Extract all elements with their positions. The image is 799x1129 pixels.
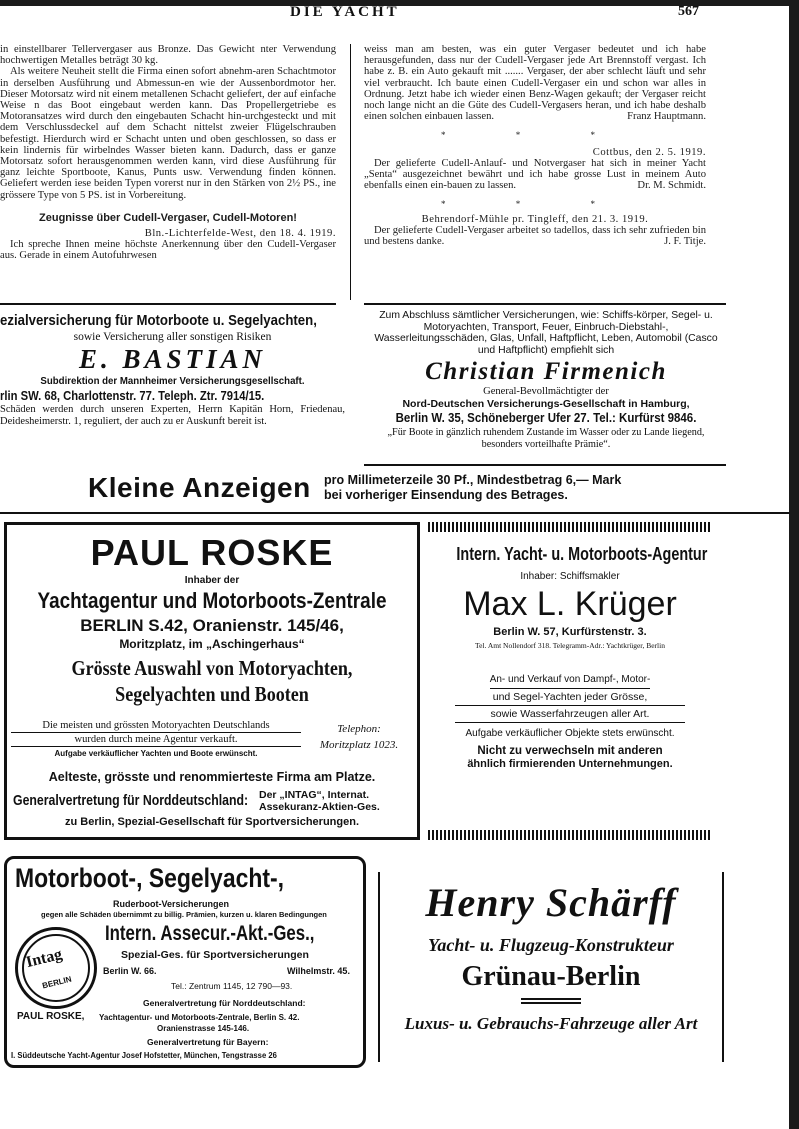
bastian-line-1: ezialversicherung für Motorboote u. Segelyachten,	[0, 312, 317, 329]
page-header	[0, 4, 790, 20]
intag-logo-text: Intag	[24, 945, 64, 972]
rule-kleine	[0, 512, 790, 514]
left-column	[0, 44, 336, 262]
right-column	[364, 44, 706, 247]
firmenich-line-5: „Für Boote in gänzlich ruhendem Zustande im Wasser oder zu Lande liegend, besonders vorteilhafte Prämie“.	[387, 427, 705, 450]
intag-line-3: Berlin W. 66.	[103, 966, 157, 976]
firmenich-line-3: Nord-Deutschen Versicherungs-Gesellschaft in Hamburg,	[402, 398, 690, 411]
roske-line-5: Segelyachten und Booten	[115, 682, 309, 706]
schaerff-line-1: Yacht- u. Flugzeug-Konstrukteur	[428, 935, 674, 955]
firmenich-name: Christian Firmenich	[425, 358, 667, 386]
intag-sub: Ruderboot-Versicherungen	[113, 899, 230, 909]
right-para-1: weiss man am besten, was ein guter Vergaser bedeutet und ich habe herausgefunden, dass nur der Cudell-Vergaser jede Art Brennstoff vergast. Ich habe z. B. ein Auto gekauft mit ....... Vergaser, der aber schlecht läuft und sehr viel verbraucht. Ich baute einen Cudell-Vergaser ein und schon war alles in Ordnung. Jetzt habe ich wieder einen Benz-Wagen gekauft; der Vergaser reicht noch lange nicht an die Güte des Cudell-Vergasers heran, und ich habe deshalb einen solchen einbauen lassen.	[364, 44, 706, 123]
roske-line-8: Aufgabe verkäuflicher Yachten und Boote erwünscht.	[54, 749, 258, 758]
intag-name: Intern. Assecur.-Akt.-Ges.,	[105, 922, 315, 945]
krueger-line-7: ähnlich firmierenden Unternehmungen.	[467, 758, 673, 770]
bastian-line-5: Schäden werden durch unseren Experten, Herrn Kapitän Horn, Friedenau, Deidesheimerstr. 1, reguliert, der auch zu er Auskunft bereit ist.	[0, 404, 345, 427]
krueger-tel: Tel. Amt Nollendorf 318. Telegramm-Adr.: Yachtkrüger, Berlin	[475, 641, 665, 650]
bastian-name: E. BASTIAN	[78, 344, 267, 374]
page-right-edge	[789, 0, 799, 1129]
left-para-1: in einstellbarer Tellervergaser aus Bronze. Das Gewicht nter Verwendung hochwertigen Metalles beträgt 30 kg.	[0, 44, 336, 67]
rule-1	[0, 303, 336, 305]
rule-2	[364, 303, 726, 305]
krueger-line-2: An- und Verkauf von Dampf-, Motor-	[490, 672, 651, 689]
intag-line-8: Oranienstrasse 145-146.	[157, 1024, 250, 1033]
page-number: 567	[678, 4, 699, 19]
ad-krueger	[428, 536, 712, 828]
intag-title: Motorboot-, Segelyacht-,	[15, 863, 285, 893]
schaerff-right-bar	[722, 872, 724, 1062]
roske-name: PAUL ROSKE	[90, 532, 334, 573]
intag-line-3b: Wilhelmstr. 45.	[287, 966, 350, 976]
roske-owner: Inhaber der	[184, 575, 240, 586]
left-para-3: Ich spreche Ihnen meine höchste Anerkennung über den Cudell-Vergaser aus. Gerade in einem Autofuhrwesen	[0, 239, 336, 262]
right-sign-3: J. F. Titje.	[664, 236, 706, 248]
right-dateline-2: Cottbus, den 2. 5. 1919.	[592, 146, 706, 158]
intag-line-7: Yachtagentur- und Motorboots-Zentrale, Berlin S. 42.	[99, 1013, 300, 1022]
right-sign-2: Dr. M. Schmidt.	[637, 180, 706, 192]
krueger-line-1: Intern. Yacht- u. Motorboots-Agentur	[456, 544, 708, 564]
bastian-line-2: sowie Versicherung aller sonstigen Risiken	[73, 331, 272, 343]
intag-line-4: Tel.: Zentrum 1145, 12 790—93.	[171, 981, 293, 991]
roske-line-6: Die meisten und grössten Motoryachten Deutschlands	[11, 719, 301, 733]
roske-line-1: Yachtagentur und Motorboots-Zentrale	[37, 588, 387, 613]
roske-phone-number: Moritzplatz 1023.	[319, 739, 399, 751]
krueger-owner: Inhaber: Schiffsmakler	[520, 571, 620, 582]
schaerff-line-3: Luxus- u. Gebrauchs-Fahrzeuge aller Art	[404, 1014, 698, 1033]
roske-line-4: Grösste Auswahl von Motoryachten,	[71, 656, 353, 680]
roske-line-10: Generalvertretung für Norddeutschland:	[13, 792, 249, 809]
intag-line-6: PAUL ROSKE,	[17, 1011, 85, 1022]
kleine-anzeigen-title: Kleine Anzeigen	[88, 472, 311, 503]
krueger-line-4: sowie Wasserfahrzeugen aller Art.	[455, 706, 685, 723]
kleine-anzeigen-line-1: pro Millimeterzeile 30 Pf., Mindestbetrag 6,— Mark	[324, 473, 622, 487]
roske-line-7: wurden durch meine Agentur verkauft.	[11, 733, 301, 747]
schaerff-ornament	[521, 998, 581, 1004]
firmenich-line-1: Zum Abschluss sämtlicher Versicherungen, wie: Schiffs-körper, Segel- u. Motoryachten, Transport, Feuer, Einbruch-Diebstahl-, Wasserleitungsschäden, Glas, Unfall, Haftpflicht, Leben, Automobil (Casco und Haftpflicht) empfiehlt sich	[374, 310, 718, 356]
krueger-name: Max L. Krüger	[463, 585, 677, 623]
roske-line-11: Der „INTAG“, Internat. Assekuranz-Aktien-Ges.	[259, 789, 380, 813]
column-divider	[350, 44, 351, 300]
roske-line-3: Moritzplatz, im „Aschingerhaus“	[119, 637, 305, 651]
firmenich-line-4: Berlin W. 35, Schöneberger Ufer 27. Tel.: Kurfürst 9846.	[395, 411, 697, 426]
krueger-border-bottom	[428, 830, 712, 840]
kleine-anzeigen-line-2: bei vorheriger Einsendung des Betrages.	[324, 488, 568, 502]
rule-firmenich	[364, 464, 726, 466]
krueger-line-3: und Segel-Yachten jeder Grösse,	[455, 689, 685, 706]
roske-line-2: BERLIN S.42, Oranienstr. 145/46,	[80, 616, 344, 635]
roske-line-9: Aelteste, grösste und renommierteste Firma am Platze.	[48, 770, 376, 784]
stars-divider-2: * * *	[441, 198, 629, 209]
ad-roske	[4, 522, 420, 840]
right-para-3: Der gelieferte Cudell-Vergaser arbeitet so tadellos, dass ich sehr zufrieden bin und bestens danke.	[364, 224, 706, 248]
right-dateline-3: Behrendorf-Mühle pr. Tingleff, den 21. 3. 1919.	[421, 213, 649, 225]
left-heading: Zeugnisse über Cudell-Vergaser, Cudell-Motoren!	[39, 211, 297, 224]
ad-schaerff	[382, 872, 720, 1062]
intag-line-5: Generalvertretung für Norddeutschland:	[143, 998, 306, 1008]
intag-line-10: I. Süddeutsche Yacht-Agentur Josef Hofstetter, München, Tengstrasse 26	[11, 1050, 277, 1060]
schaerff-left-bar	[378, 872, 380, 1062]
krueger-line-5: Aufgabe verkäuflicher Objekte stets erwünscht.	[465, 728, 675, 739]
roske-notice	[11, 719, 301, 761]
roske-phone-label: Telephon:	[337, 723, 381, 735]
roske-phone	[303, 721, 415, 753]
right-para-2: Der gelieferte Cudell-Anlauf- und Notvergaser hat sich in meiner Yacht „Senta“ ausgezeichnet bewährt und ich habe grosse Lust in meinem Auto ebenfalls einen ein-bauen zu lassen.	[364, 157, 706, 192]
stars-divider: * * *	[441, 129, 629, 140]
bastian-line-4: rlin SW. 68, Charlottenstr. 77. Teleph. Ztr. 7914/15.	[0, 389, 265, 403]
intag-logo	[15, 927, 97, 1009]
krueger-addr: Berlin W. 57, Kurfürstenstr. 3.	[493, 626, 647, 638]
krueger-line-6: Nicht zu verwechseln mit anderen	[477, 745, 663, 757]
roske-line-12: zu Berlin, Spezial-Gesellschaft für Sportversicherungen.	[64, 816, 360, 828]
right-sign-1: Franz Hauptmann.	[627, 111, 706, 123]
intag-line-2: Spezial-Ges. für Sportversicherungen	[121, 949, 309, 961]
ad-bastian	[0, 312, 345, 460]
left-para-2: Als weitere Neuheit stellt die Firma einen sofort abnehm-aren Schachtmotor in derselben Ausführung und Abmessun-en wie der Aussenbordmotor her. Dieser Motorsatz wird nit einem metallenen Schacht geliefert, der auf einfache Weise n das Boot eingebaut werden kann. Das Propellergetriebe es Motoransatzes wird durch den eingebauten Schacht hin-urchgesteckt und mit dem Verschlussdeckel auf dem Schacht nittelst zweier Flügelschrauben befestigt. Hierdurch wird er Schacht unten und oben geschlossen, so dass er kein lindernis für wirbelndes Wasser bieten kann. Dadurch, dass er ganze Motorsatz sofort herausgenommen werden kann, vird diese Ausführung für ganz leichte Sportboote, Kanus, Punts usw. Verwendung finden können. Geliefert werden iese beiden Typen vorerst nur in den Stärken von 2½ PS., ine grössere Type von 5 PS. ist in Vorbereitung.	[0, 66, 336, 201]
intag-logo-city: BERLIN	[41, 974, 73, 991]
left-dateline: Bln.-Lichterfelde-West, den 18. 4. 1919.	[144, 228, 336, 240]
schaerff-line-2: Grünau-Berlin	[461, 961, 641, 992]
ad-firmenich	[366, 310, 726, 464]
intag-line-9: Generalvertretung für Bayern:	[147, 1037, 269, 1047]
intag-line-1: gegen alle Schäden übernimmt zu billig. Prämien, kurzen u. klaren Bedingungen	[41, 910, 327, 919]
schaerff-name: Henry Schärff	[425, 880, 677, 925]
bastian-line-3: Subdirektion der Mannheimer Versicherungsgesellschaft.	[40, 375, 305, 387]
journal-title: DIE YACHT	[290, 4, 400, 20]
krueger-border-top	[428, 522, 712, 532]
firmenich-line-2: General-Bevollmächtigter der	[483, 386, 609, 398]
ad-intag	[4, 856, 366, 1068]
